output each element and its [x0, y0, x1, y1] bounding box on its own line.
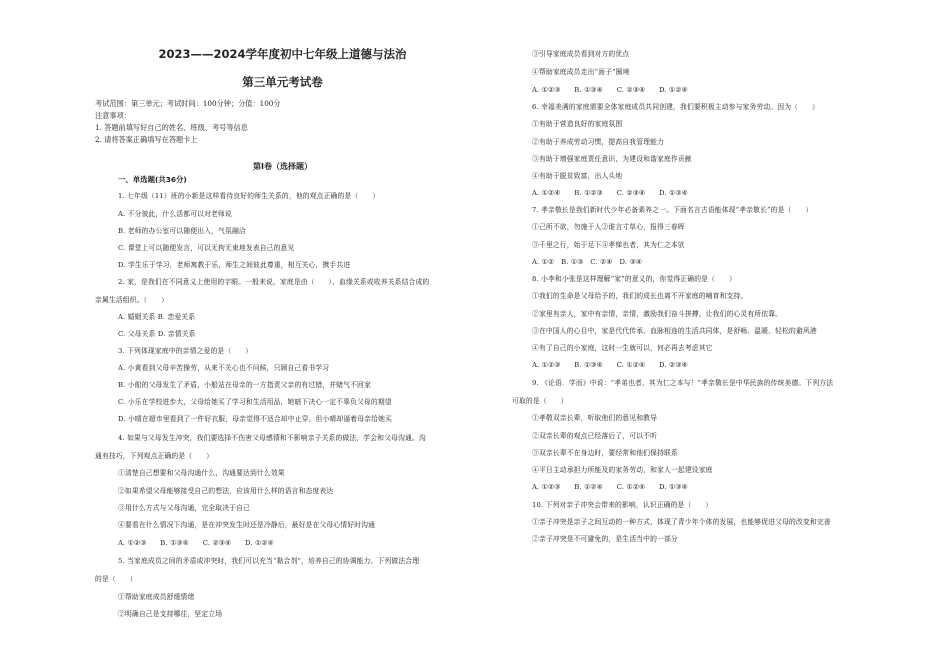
q3-option-b: B. 小船的父母发生了矛盾，小船站在母亲的一方指责父亲的有过错，并赌气不回家	[118, 381, 371, 389]
q5-item-3: ③引导家庭成员看到对方的优点	[532, 50, 630, 58]
question-5-line2: 的是（ ）	[95, 575, 137, 583]
q8-item-3: ③在中国人的心目中，家是代代传承、血脉相连的生活共同体，是舒畅、温暖、轻松的避风港	[532, 327, 817, 335]
q1-option-a: A. 不分彼此，什么活都可以对老师说	[118, 210, 232, 218]
q3-option-c: C. 小乐在学校进步大，父母给她买了学习和生活用品，她暗下决心一定不辜负父母的期望	[118, 398, 392, 406]
exam-info-line: 考试范围：第三单元；考试时间：100分钟；分值：100分	[95, 99, 281, 108]
question-7: 7. 孝亲敬长是我们新时代少年必备素养之一。下面名言古语能体现“孝亲敬长”的是（ ）	[532, 206, 813, 214]
q6-answers: A. ①②④ B. ①②③ C. ②③④ D. ①③④	[532, 189, 688, 197]
question-9-line1: 9. 《论语．学而》中说：“孝弟也者，其为仁之本与！”孝亲敬长是中华民族的传统美德。下列方法	[532, 379, 834, 387]
question-2-line1: 2. 家，是我们在不同意义上使用的字眼。一般来说，家庭是由（ ）、血缘关系或收养关系结合成的	[118, 278, 430, 286]
q8-item-1: ①我们的生命是父母给予的，我们的成长也离不开家庭的哺育和支持。	[532, 292, 748, 300]
q4-item-3: ③用什么方式与父母沟通，完全取决于自己	[118, 504, 250, 512]
notes-title: 注意事项：	[95, 111, 131, 120]
exam-subtitle: 第三单元考试卷	[242, 75, 323, 89]
question-1: 1. 七年级（11）班的小新是这样看待良好的师生关系的，他的观点正确的是（ ）	[118, 192, 380, 200]
q4-item-2: ②如果希望父母能够接受自己的想法，应该用什么样的语言和态度表达	[118, 487, 334, 495]
q9-answers: A. ①②③ B. ①②④ C. ①②④ D. ①③④	[532, 483, 688, 491]
q2-options-cd: C. 父母关系 D. 亲情关系	[118, 330, 196, 338]
question-4-line2: 通有技巧，下列观点正确的是（ ）	[95, 452, 214, 460]
q7-answers: A. ①② B. ①③ C. ②④ D. ③④	[532, 258, 642, 266]
section-title: 一、单选题(共36分)	[118, 175, 187, 184]
q8-item-4: ④有了自己的小家庭，这时一生就可以，何必再去考虑其它	[532, 344, 713, 352]
exam-title: 2023——2024学年度初中七年级上道德与法治	[158, 47, 407, 61]
q5-item-2: ②明确自己是支持哪往，坚定立场	[118, 610, 223, 618]
question-3: 3. 下列体现家庭中的亲情之爱的是（ ）	[118, 347, 253, 355]
q9-item-4: ④平日主动承担力所能及的家务劳动，和家人一起建设家庭	[532, 466, 713, 474]
note-1: 1. 答题前填写好自己的姓名、班级、考号等信息	[95, 123, 248, 132]
q3-option-d: D. 小晴在超市里看到了一件好衣服，母亲觉得不适合却中止穿。但小晴却逼着母亲给她买	[118, 415, 392, 423]
q7-items-1-2: ①己所不欲，勿施于人②谁言寸草心，报得三春晖	[532, 223, 685, 231]
q6-item-4: ④有助于脱贫致富，出人头地	[532, 172, 623, 180]
question-10: 10. 下列对亲子冲突会带来的影响，认识正确的是（ ）	[532, 501, 713, 509]
q2-options-ab: A. 婚姻关系 B. 恋爱关系	[118, 313, 196, 321]
q1-option-d: D. 学生乐于学习，老师寓教于乐，师生之间彼此尊重，相互关心，携手共进	[118, 261, 351, 269]
q5-item-1: ①帮助家庭成员舒缓情绪	[118, 593, 195, 601]
q9-item-1: ①孝敬双亲长辈，听取他们的意见和教导	[532, 414, 658, 422]
q5-item-4: ④帮助家庭成员走出“面子”圈境	[532, 68, 630, 76]
q9-item-2: ②双亲长辈的观点已经落后了，可以不听	[532, 432, 658, 440]
q4-answers: A. ①②③ B. ①③④ C. ②③④ D. ①②④	[118, 539, 274, 547]
question-5-line1: 5. 当家庭成员之间的矛盾或冲突时，我们可以充当“黏合剂”，培养自己的协调能力。下列做法合理	[118, 557, 420, 565]
question-4-line1: 4. 如果与父母发生冲突，我们要选择不伤害父母感情和不影响亲子关系的做法，学会和父母沟通。沟	[118, 434, 426, 442]
q8-item-2: ②家里有亲人，家中有亲情，亲情，激励我们奋斗拼搏，让我们的心灵有所依靠。	[532, 310, 783, 318]
q1-option-c: C. 课堂上可以随便发言，可以无拘无束地发表自己的意见	[118, 244, 295, 252]
question-2-line2: 亲属生活组织。（ ）	[95, 296, 169, 304]
q1-option-b: B. 老师的办公室可以随便出入，气氛融洽	[118, 227, 246, 235]
question-8: 8. 小李和小张是这样理解“家”的意义的，你觉得正确的是（ ）	[532, 275, 736, 283]
q6-item-3: ③有助于增强家庭责任意识，为建设和谐家庭作贡献	[532, 155, 692, 163]
q4-item-4: ④要看在什么情况下沟通，是在冲突发生时还是冷静后，最好是在父母心情好时沟通	[118, 521, 376, 529]
part-title: 第Ⅰ卷（选择题）	[253, 162, 312, 171]
q4-item-1: ①清楚自己想要和父母沟通什么，沟通要达到什么效果	[118, 469, 285, 477]
q6-item-2: ②有助于养成劳动习惯，提高自我管理能力	[532, 138, 664, 146]
question-6: 6. 幸福美满的家庭需要全体家庭成员共同创建，我们要积极主动参与家务劳动。因为（ ）	[532, 103, 819, 111]
q10-item-1: ①亲子冲突是亲子之间互动的一种方式，体现了青少年个体的发展，也能够促进父母的改变和完善	[532, 518, 831, 526]
q5-answers: A. ①②③ B. ①③④ C. ②③④ D. ①②④	[532, 86, 688, 94]
q8-answers: A. ①②③ B. ①③④ C. ①②④ D. ②③④	[532, 361, 688, 369]
q6-item-1: ①有助于营造良好的家庭氛围	[532, 120, 623, 128]
q3-option-a: A. 小黄看到父母辛苦操劳，从来不关心也不问候，只顾自己看书学习	[118, 364, 330, 372]
question-9-line2: 可取的是（ ）	[512, 397, 568, 405]
note-2: 2. 请将答案正确填写在答题卡上	[95, 135, 198, 144]
q10-item-2: ②亲子冲突是不可避免的，是生活当中的一部分	[532, 535, 678, 543]
q9-item-3: ③双亲长辈不在身边时，要经常和他们保持联系	[532, 449, 678, 457]
q7-items-3-4: ③千里之行，始于足下④孝悌也者，其为仁之本欤	[532, 241, 685, 249]
